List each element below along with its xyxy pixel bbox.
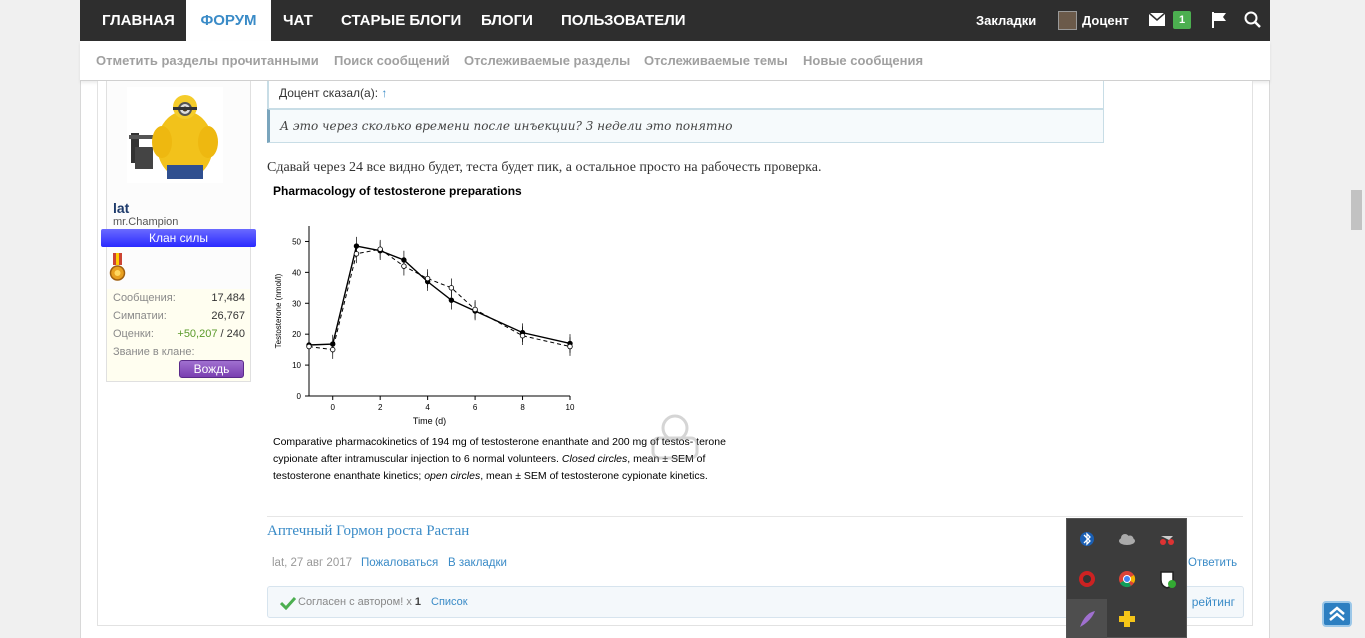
x-tick-label: 2 (377, 403, 383, 412)
stat-messages: Сообщения: 17,484 (113, 292, 245, 304)
plus-app-icon[interactable] (1107, 599, 1147, 638)
likes-text: Согласен с автором! x 1 (298, 596, 422, 608)
y-tick-label: 40 (292, 268, 301, 278)
scrollbar-thumb[interactable] (1351, 190, 1362, 230)
network-tool-icon[interactable] (1147, 519, 1187, 559)
reply-link[interactable]: Ответить (1188, 557, 1238, 569)
tab-old-blogs[interactable]: СТАРЫЕ БЛОГИ (341, 12, 462, 29)
y-tick-label: 10 (292, 361, 301, 371)
quote-author: Доцент сказал(а): (279, 86, 379, 100)
user-title: mr.Champion (113, 216, 179, 228)
antivirus-icon[interactable] (1067, 559, 1107, 599)
data-point-open (425, 276, 430, 281)
data-point-open (330, 347, 335, 352)
double-chevron-up-icon (1324, 603, 1350, 625)
tab-forum[interactable]: ФОРУМ (186, 0, 271, 41)
flag-icon[interactable] (1211, 11, 1227, 34)
signature-divider (267, 516, 1243, 517)
scroll-to-top-button[interactable] (1322, 601, 1352, 627)
rating-link[interactable]: рейтинг (1191, 595, 1235, 609)
data-point-open (449, 286, 454, 291)
x-tick-label: 4 (425, 403, 430, 412)
checkmark-icon (280, 596, 296, 615)
clan-banner: Клан силы (101, 229, 256, 247)
search-posts-link[interactable]: Поиск сообщений (334, 53, 450, 68)
data-point-open (520, 333, 525, 338)
data-point-open (354, 252, 359, 257)
watermark-logo-icon (643, 408, 707, 471)
data-point-open (473, 307, 478, 312)
quote-header (267, 81, 1104, 109)
y-tick-label: 30 (292, 299, 301, 309)
medal-icon (109, 253, 126, 290)
x-tick-label: 6 (472, 403, 478, 412)
user-menu[interactable]: Доцент (1082, 13, 1129, 28)
signature-link[interactable]: Аптечный Гормон роста Растан (267, 523, 470, 539)
top-nav (80, 0, 1270, 41)
post-author-date[interactable]: lat, 27 авг 2017 (272, 557, 353, 569)
tab-blogs[interactable]: БЛОГИ (481, 12, 533, 29)
figure-title: Pharmacology of testosterone preparations (273, 184, 522, 198)
messages-count-badge[interactable]: 1 (1173, 11, 1191, 29)
x-tick-label: 8 (520, 403, 525, 412)
tab-users[interactable]: ПОЛЬЗОВАТЕЛИ (561, 12, 686, 29)
search-icon[interactable] (1244, 11, 1262, 34)
tab-home[interactable]: ГЛАВНАЯ (102, 12, 175, 29)
quote-body (267, 109, 1104, 143)
series-line-closed (309, 246, 570, 345)
user-avatar-icon[interactable] (1058, 11, 1077, 30)
x-tick-label: 10 (565, 403, 575, 412)
feather-icon[interactable] (1067, 599, 1107, 638)
y-axis-label: Testosterone (nmol/l) (274, 273, 283, 349)
data-point-open (307, 344, 312, 349)
message-text: Сдавай через 24 все видно будет, теста будет пик, а остальное просто на рабочесть проверка. (267, 160, 822, 175)
data-point-open (402, 264, 407, 269)
quote-text: А это через сколько времени после инъекции? 3 недели это понятно (280, 119, 733, 133)
user-avatar[interactable] (127, 87, 223, 183)
report-link[interactable]: Пожаловаться (361, 557, 439, 569)
sub-nav (80, 41, 1270, 81)
chrome-icon[interactable] (1107, 559, 1147, 599)
watched-forums-link[interactable]: Отслеживаемые разделы (464, 53, 631, 68)
y-tick-label: 20 (292, 330, 301, 340)
page-scrollbar[interactable] (1348, 0, 1365, 638)
data-point-open (568, 344, 573, 349)
watched-threads-link[interactable]: Отслеживаемые темы (644, 53, 788, 68)
new-posts-link[interactable]: Новые сообщения (803, 53, 924, 68)
post-image[interactable] (267, 180, 733, 508)
envelope-icon[interactable] (1148, 12, 1166, 32)
stat-likes: Симпатии: 26,767 (113, 310, 245, 322)
quote-jump-arrow[interactable]: ↑ (381, 86, 388, 100)
x-axis-label: Time (d) (412, 416, 447, 426)
bookmark-link[interactable]: В закладки (448, 557, 507, 569)
mark-forums-read-link[interactable]: Отметить разделы прочитанными (96, 53, 319, 68)
system-tray-popup (1066, 518, 1187, 638)
x-tick-label: 0 (330, 403, 335, 412)
y-tick-label: 50 (292, 237, 301, 247)
likes-list-link[interactable]: Список (431, 596, 468, 608)
user-name[interactable]: lat (113, 200, 130, 216)
tab-chat[interactable]: ЧАТ (283, 12, 313, 29)
bookmarks-link[interactable]: Закладки (976, 13, 1037, 28)
stat-clan-rank: Звание в клане: (113, 346, 195, 358)
bluetooth-icon[interactable] (1067, 519, 1107, 559)
cloud-icon[interactable] (1107, 519, 1147, 559)
stat-ratings: Оценки: +50,207 / 240 (113, 328, 245, 340)
figure-caption: Comparative pharmacokinetics of 194 mg of testosterone enanthate and 200 mg of testos- terone cypionate after intramuscular injection to 6 normal volunteers. Closed circles, mean ± SEM of testosterone enanthate kinetics; open circles, mean ± SEM of testosterone cypionate kinetics. (273, 436, 726, 482)
data-point-open (378, 247, 383, 252)
clan-rank-badge: Вождь (179, 360, 244, 378)
y-tick-label: 0 (296, 392, 301, 401)
security-shield-icon[interactable] (1147, 559, 1187, 599)
data-point-closed (449, 298, 454, 303)
pharmacokinetics-chart (267, 208, 587, 433)
